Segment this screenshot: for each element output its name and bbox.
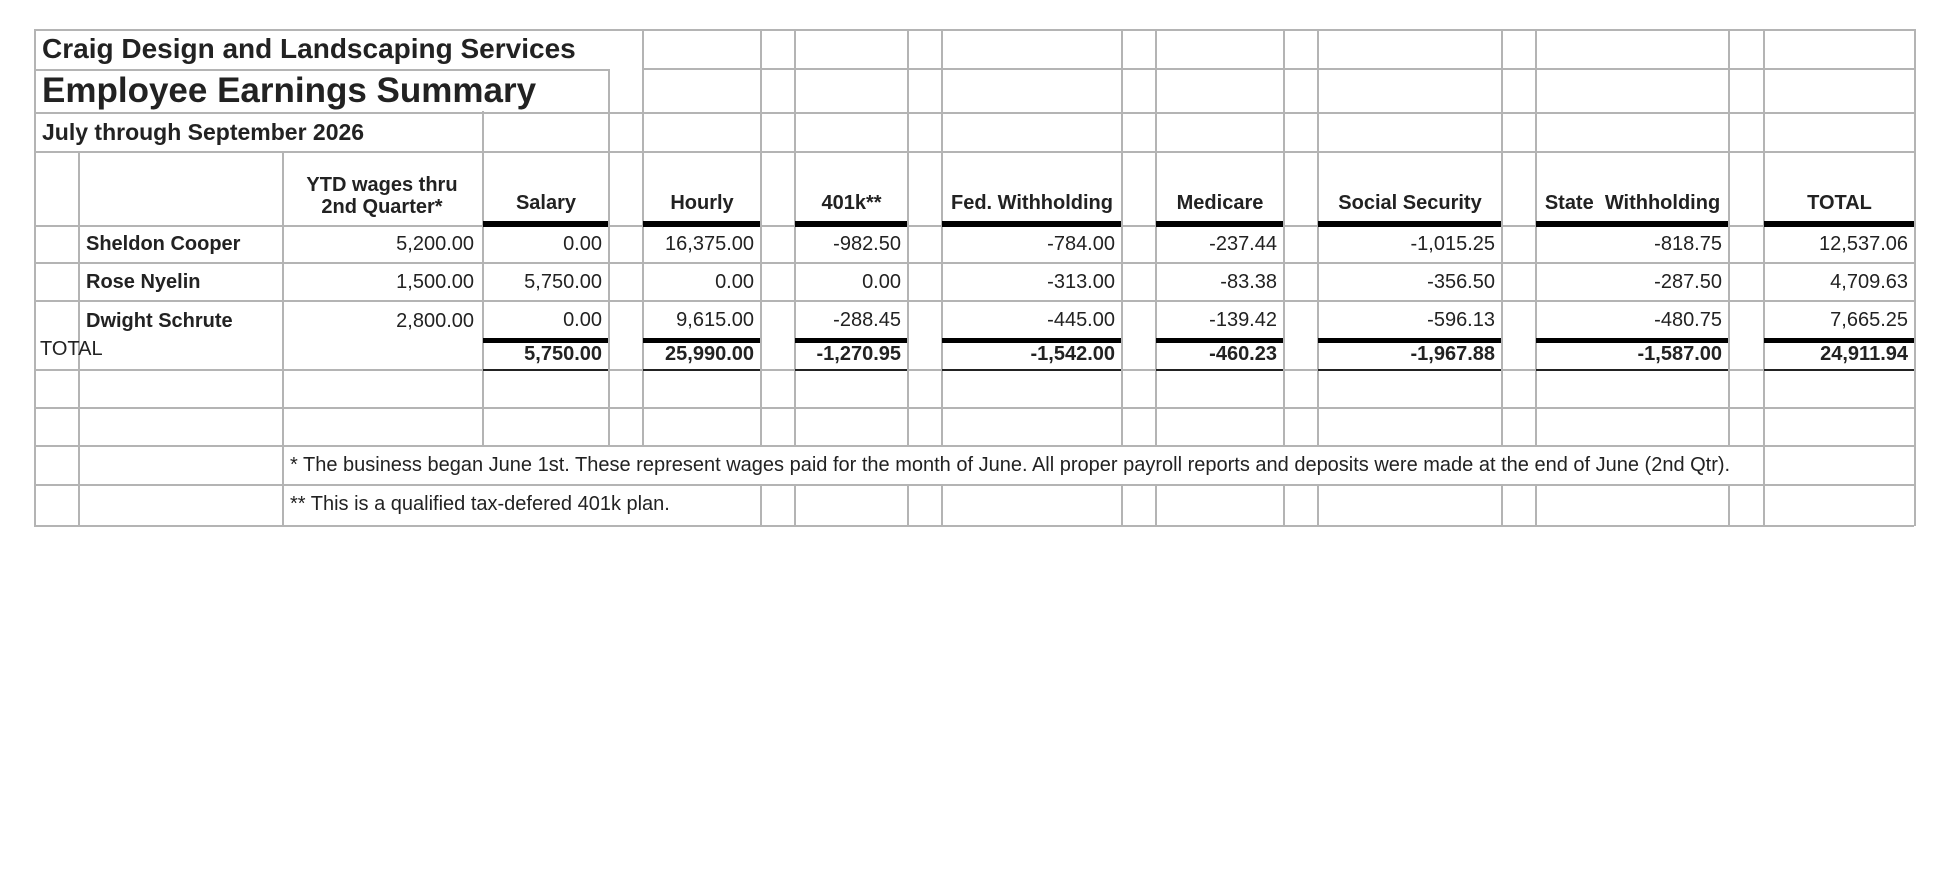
cell-hourly: 16,375.00 bbox=[665, 233, 754, 255]
grid-line bbox=[941, 484, 943, 525]
grid-line bbox=[760, 484, 762, 525]
col-header-401k: 401k** bbox=[821, 192, 882, 214]
cell-medicare: -139.42 bbox=[1209, 309, 1277, 331]
grid-line bbox=[1501, 29, 1503, 445]
header-underline bbox=[643, 221, 760, 227]
totals-label: TOTAL bbox=[40, 338, 103, 360]
cell-ytd: 2,800.00 bbox=[396, 310, 474, 332]
grid-line bbox=[642, 68, 1914, 70]
grid-line bbox=[34, 407, 1914, 409]
header-underline bbox=[1536, 221, 1728, 227]
grid-line bbox=[1763, 484, 1765, 525]
total-underline bbox=[942, 369, 1121, 371]
grid-line bbox=[642, 69, 644, 445]
grid-line bbox=[1535, 484, 1537, 525]
col-header-hourly: Hourly bbox=[670, 192, 734, 214]
cell-401k: -288.45 bbox=[833, 309, 901, 331]
cell-salary: 5,750.00 bbox=[524, 271, 602, 293]
employee-name: Rose Nyelin bbox=[86, 271, 201, 293]
cell-401k: 0.00 bbox=[862, 271, 901, 293]
total-state: -1,587.00 bbox=[1637, 343, 1722, 365]
grid-line bbox=[1728, 484, 1730, 525]
total-grand: 24,911.94 bbox=[1820, 343, 1908, 365]
total-underline bbox=[1318, 369, 1501, 371]
col-header-ytd-line2: 2nd Quarter* bbox=[321, 196, 443, 218]
total-salary: 5,750.00 bbox=[524, 343, 602, 365]
cell-total: 7,665.25 bbox=[1830, 309, 1908, 331]
col-header-ytd-line1: YTD wages thru bbox=[306, 174, 458, 196]
total-underline bbox=[483, 369, 608, 371]
grid-line bbox=[1155, 484, 1157, 525]
report-title: Employee Earnings Summary bbox=[36, 71, 606, 111]
cell-hourly: 0.00 bbox=[715, 271, 754, 293]
cell-hourly: 9,615.00 bbox=[676, 309, 754, 331]
total-underline bbox=[795, 369, 907, 371]
grid-line bbox=[1501, 484, 1503, 525]
employee-name: Sheldon Cooper bbox=[86, 233, 241, 255]
total-hourly: 25,990.00 bbox=[665, 343, 754, 365]
cell-fed: -445.00 bbox=[1047, 309, 1115, 331]
grid-line bbox=[608, 112, 610, 445]
col-header-fed-withholding: Fed. Withholding bbox=[950, 192, 1113, 214]
cell-fed: -784.00 bbox=[1047, 233, 1115, 255]
grid-line bbox=[642, 29, 644, 69]
grid-line bbox=[34, 262, 1914, 264]
cell-ytd: 5,200.00 bbox=[396, 233, 474, 255]
footnote-2: ** This is a qualified tax-defered 401k plan. bbox=[284, 486, 758, 523]
cell-ytd: 1,500.00 bbox=[396, 271, 474, 293]
header-underline bbox=[1318, 221, 1501, 227]
grid-line bbox=[907, 484, 909, 525]
cell-state: -287.50 bbox=[1654, 271, 1722, 293]
grid-line bbox=[34, 151, 1914, 153]
header-underline bbox=[795, 221, 907, 227]
total-fed: -1,542.00 bbox=[1030, 343, 1115, 365]
grid-line bbox=[907, 29, 909, 445]
col-header-social-security: Social Security bbox=[1338, 192, 1482, 214]
grid-line bbox=[482, 112, 484, 151]
company-name: Craig Design and Landscaping Services bbox=[36, 31, 636, 67]
col-header-state-withholding: State Withholding bbox=[1544, 192, 1721, 214]
cell-401k: -982.50 bbox=[833, 233, 901, 255]
cell-total: 12,537.06 bbox=[1819, 233, 1908, 255]
cell-total: 4,709.63 bbox=[1830, 271, 1908, 293]
spreadsheet bbox=[34, 29, 1944, 529]
cell-medicare: -237.44 bbox=[1209, 233, 1277, 255]
total-underline bbox=[643, 369, 760, 371]
cell-social-security: -356.50 bbox=[1427, 271, 1495, 293]
employee-name: Dwight Schrute bbox=[86, 310, 233, 332]
grid-line bbox=[1283, 29, 1285, 445]
cell-state: -818.75 bbox=[1654, 233, 1722, 255]
header-underline bbox=[1764, 221, 1914, 227]
cell-state: -480.75 bbox=[1654, 309, 1722, 331]
grid-line bbox=[1121, 484, 1123, 525]
cell-medicare: -83.38 bbox=[1220, 271, 1277, 293]
header-underline bbox=[1156, 221, 1283, 227]
grid-line bbox=[1728, 29, 1730, 445]
grid-line bbox=[34, 300, 1914, 302]
total-underline bbox=[1764, 369, 1914, 371]
footnote-1: * The business began June 1st. These represent wages paid for the month of June. All proper payroll reports and deposits were made at the end of June (2nd Qtr). bbox=[284, 447, 1762, 483]
header-underline bbox=[483, 221, 608, 227]
cell-fed: -313.00 bbox=[1047, 271, 1115, 293]
cell-salary: 0.00 bbox=[563, 233, 602, 255]
grid-line bbox=[1283, 484, 1285, 525]
col-header-salary: Salary bbox=[515, 192, 577, 214]
grid-line bbox=[760, 29, 762, 445]
total-401k: -1,270.95 bbox=[816, 343, 901, 365]
grid-line bbox=[1914, 29, 1916, 526]
cell-social-security: -1,015.25 bbox=[1410, 233, 1495, 255]
col-header-total: TOTAL bbox=[1807, 192, 1872, 214]
cell-salary: 0.00 bbox=[563, 309, 602, 331]
grid-line bbox=[794, 484, 796, 525]
total-social-security: -1,967.88 bbox=[1410, 343, 1495, 365]
col-header-medicare: Medicare bbox=[1176, 192, 1264, 214]
grid-line bbox=[608, 69, 610, 112]
report-period: July through September 2026 bbox=[36, 114, 480, 150]
total-medicare: -460.23 bbox=[1209, 343, 1277, 365]
grid-line bbox=[1121, 29, 1123, 445]
grid-line bbox=[34, 525, 1914, 527]
header-underline bbox=[942, 221, 1121, 227]
total-underline bbox=[1156, 369, 1283, 371]
cell-social-security: -596.13 bbox=[1427, 309, 1495, 331]
grid-line bbox=[1317, 484, 1319, 525]
grid-line bbox=[78, 369, 80, 526]
total-underline bbox=[1536, 369, 1728, 371]
